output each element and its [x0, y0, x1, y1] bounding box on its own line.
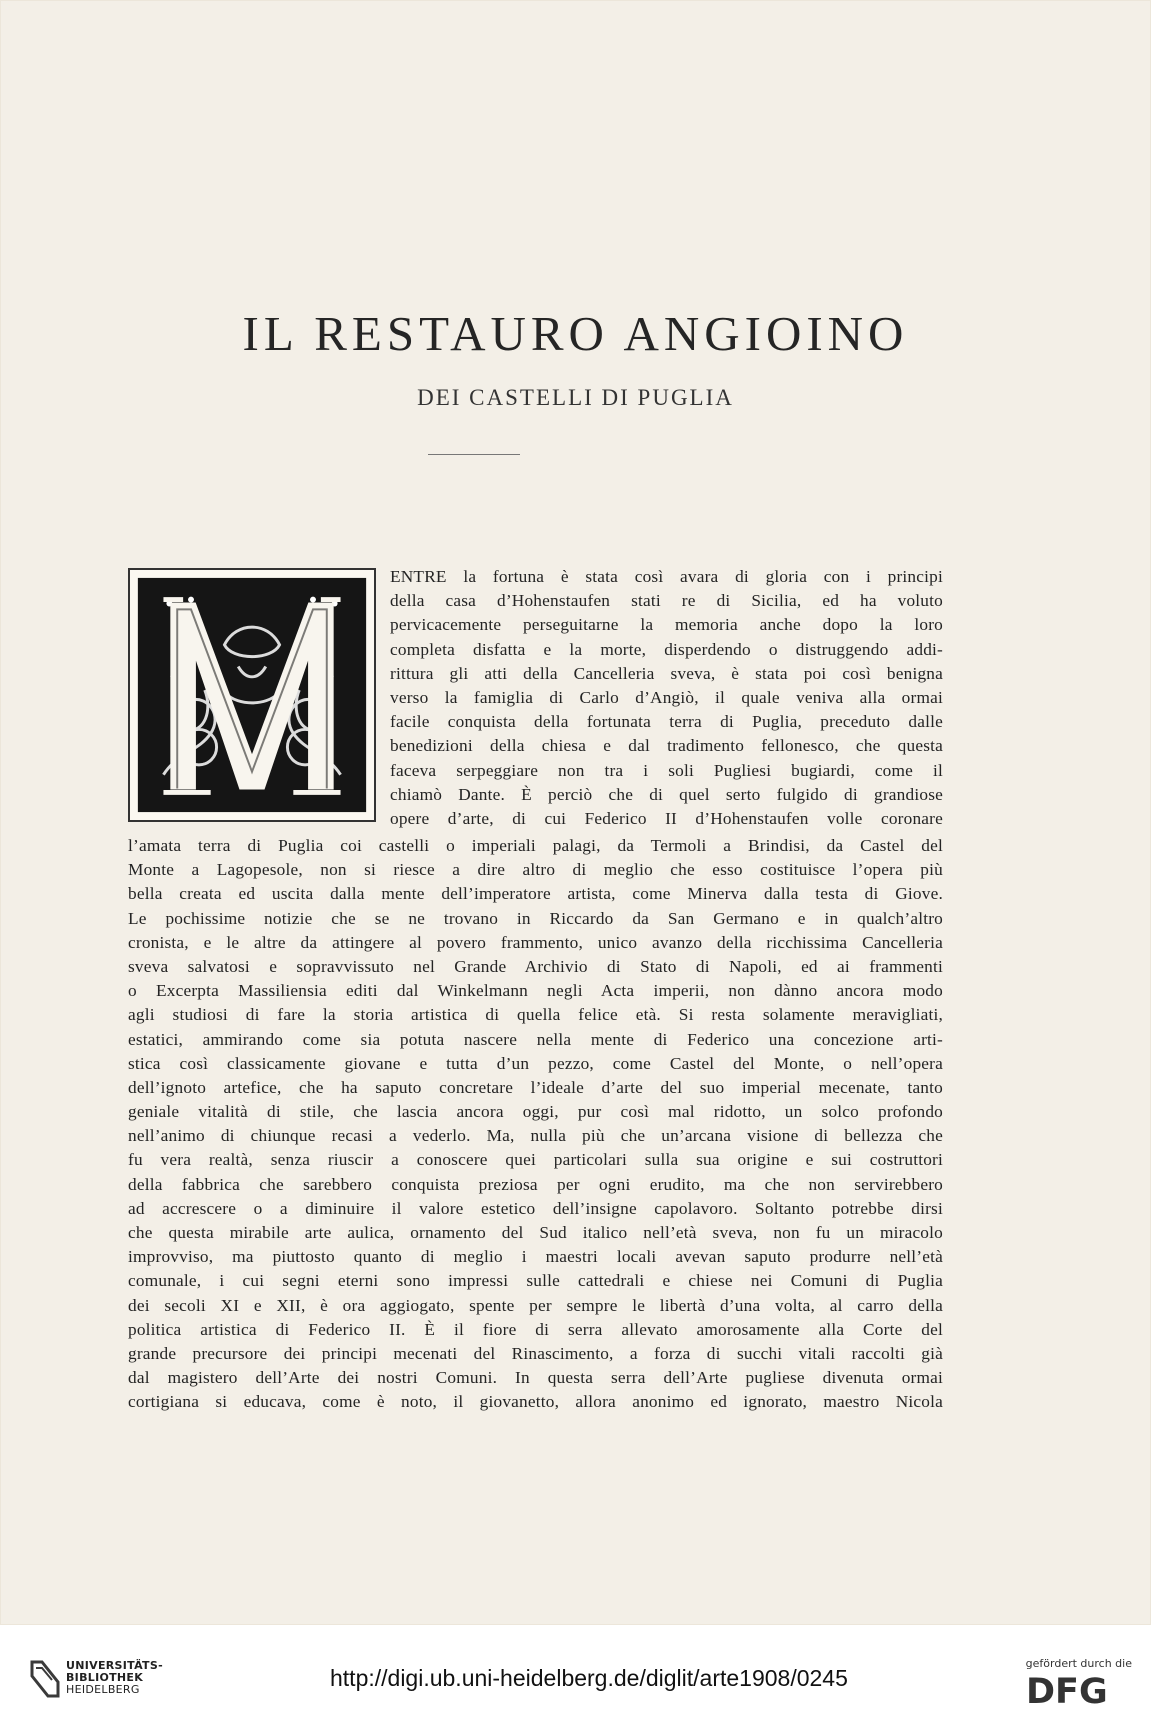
ub-heidelberg-logo-icon [28, 1658, 62, 1700]
text-line: agli studiosi di fare la storia artistica di quella felice età. Si resta solamente meravigliati, [128, 1005, 943, 1025]
title-divider [428, 454, 520, 455]
text-line: bella creata ed uscita dalla mente dell’imperatore artista, come Minerva dalla testa di Giove. [128, 884, 943, 904]
text-line: nell’animo di chiunque recasi a vederlo. Ma, nulla più che un’arcana visione di bellezza che [128, 1126, 943, 1146]
text-line: dal magistero dell’Arte dei nostri Comuni. In questa serra dell’Arte pugliese divenuta ormai [128, 1368, 943, 1388]
text-line: o Excerpta Massiliensia editi dal Winkelmann negli Acta imperii, non dànno ancora modo [128, 981, 943, 1001]
library-line-1: UNIVERSITÄTS- [66, 1659, 163, 1672]
dfg-logo-icon [1024, 1672, 1132, 1706]
text-line: Monte a Lagopesole, non si riesce a dire altro di meglio che esso costituisce l’opera più [128, 860, 943, 880]
text-line: sveva salvatosi e sopravvissuto nel Grande Archivio di Stato di Napoli, ed ai frammenti [128, 956, 943, 976]
text-line: verso la famiglia di Carlo d’Angiò, il quale veniva alla ormai [390, 687, 943, 707]
body-paragraph [128, 834, 943, 1415]
text-line: l’amata terra di Puglia coi castelli o imperiali palagi, da Termoli a Brindisi, da Castel del [128, 836, 943, 855]
text-line: improvviso, ma piuttosto quanto di meglio i maestri locali avevan saputo produrre nell’età [128, 1247, 943, 1267]
text-line: della casa d’Hohenstaufen stati re di Sicilia, ed ha voluto [390, 591, 943, 611]
text-line: rittura gli atti della Cancelleria sveva, è stata poi così benigna [390, 663, 943, 683]
text-line: dei secoli XI e XII, è ora aggiogato, spente per sempre le libertà d’una volta, al carro della [128, 1295, 943, 1315]
text-line: cortigiana si educava, come è noto, il giovanetto, allora anonimo ed ignorato, maestro Nicola [128, 1392, 943, 1412]
lead-paragraph [390, 565, 943, 831]
text-line: stica così classicamente giovane e tutta d’un pezzo, come Castel del Monte, o nell’opera [128, 1053, 943, 1073]
text-line: che questa mirabile arte aulica, ornamento del Sud italico nell’età sveva, non fu un miracolo [128, 1223, 943, 1242]
text-line: benedizioni della chiesa e dal tradimento fellonesco, che questa [390, 736, 943, 756]
digitization-footer [0, 1625, 1151, 1715]
text-line: opere d’arte, di cui Federico II d’Hohenstaufen volle coronare [390, 808, 943, 828]
text-line: comunale, i cui segni eterni sono impressi sulle cattedrali e chiese nei Comuni di Puglia [128, 1271, 943, 1291]
text-line: della fabbrica che sarebbero conquista preziosa per ogni erudito, ma che non servirebbero [128, 1174, 943, 1194]
text-line: chiamò Dante. È perciò che di quel serto fulgido di grandiose [390, 784, 943, 804]
text-line: estatici, ammirando come sia potuta nascere nella mente di Federico una concezione arti- [128, 1029, 943, 1049]
text-line: facile conquista della fortunata terra di Puglia, preceduto dalle [390, 712, 943, 732]
text-line: ENTRE la fortuna è stata così avara di gloria con i principi [390, 567, 943, 586]
library-line-3: HEIDELBERG [66, 1683, 140, 1696]
text-line: faceva serpeggiare non tra i soli Pugliesi bugiardi, come il [390, 760, 943, 780]
article-subtitle: DEI CASTELLI DI PUGLIA [417, 385, 734, 410]
article-title: IL RESTAURO ANGIOINO [242, 306, 909, 361]
text-line: cronista, e le altre da attingere al povero frammento, unico avanzo della ricchissima Cancelleria [128, 932, 943, 952]
text-line: fu vera realtà, senza riuscir a conoscere quei particolari sulla sua origine e sui costruttori [128, 1150, 943, 1170]
decorated-initial-m-icon [128, 568, 376, 822]
dfg-logo-text: DFG [1026, 1672, 1108, 1706]
digital-copy-link[interactable]: http://digi.ub.uni-heidelberg.de/diglit/arte1908/0245 [330, 1665, 848, 1691]
text-line: pervicacemente perseguitarne la memoria anche dopo la loro [390, 615, 943, 635]
text-line: dell’ignoto artefice, che ha saputo concretare l’ideale d’arte del suo imperial mecenate, tanto [128, 1077, 943, 1097]
text-line: grande precursore dei principi mecenati del Rinascimento, a forza di succhi vitali raccolti già [128, 1343, 943, 1363]
library-name [66, 1660, 163, 1696]
text-line: completa disfatta e la morte, disperdendo o distruggendo addi- [390, 639, 943, 659]
funding-label: gefördert durch die [1025, 1657, 1132, 1670]
text-line: politica artistica di Federico II. È il fiore di serra allevato amorosamente alla Corte del [128, 1319, 943, 1339]
text-line: Le pochissime notizie che se ne trovano in Riccardo da San Germano e in qualch’altro [128, 908, 943, 928]
text-line: ad accrescere o a diminuire il valore estetico dell’insigne capolavoro. Soltanto potrebbe dirsi [128, 1198, 943, 1218]
library-line-2: BIBLIOTHEK [66, 1671, 144, 1684]
text-line: geniale vitalità di stile, che lascia ancora oggi, pur così mal ridotto, un solco profondo [128, 1102, 943, 1122]
